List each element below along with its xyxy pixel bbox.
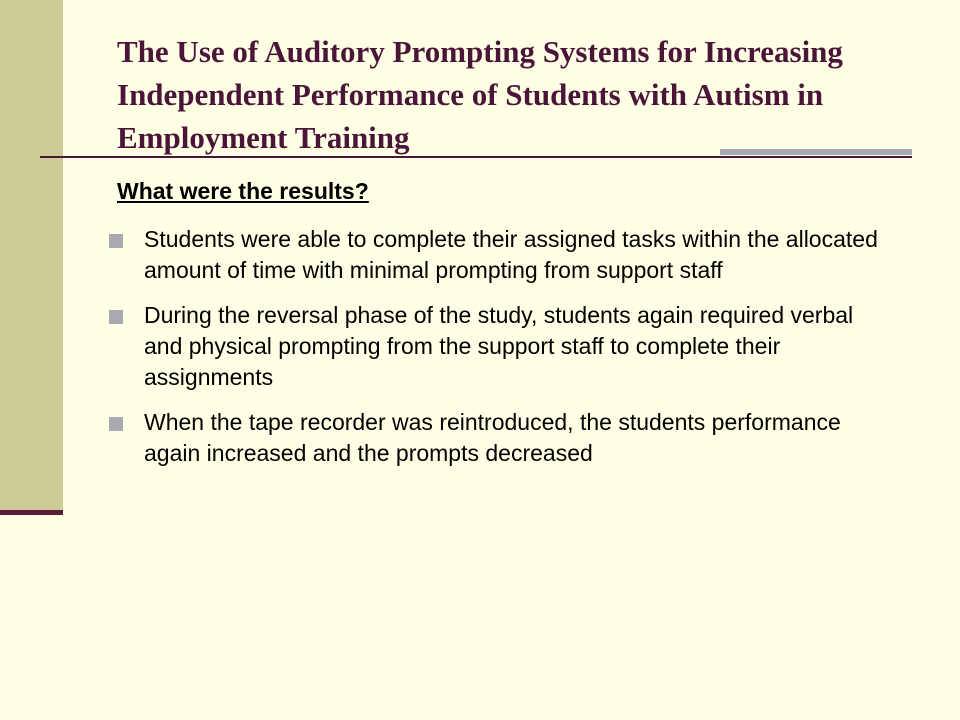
- bullet-list: [107, 224, 897, 483]
- left-accent-bar: [0, 0, 63, 510]
- left-accent-bar-base: [0, 510, 63, 515]
- title-rule: [40, 156, 720, 158]
- square-bullet-icon: [109, 234, 123, 248]
- bullet-item: [107, 300, 897, 393]
- bullet-text: Students were able to complete their assigned tasks within the allocated amount of time with minimal prompting from support staff: [144, 226, 878, 283]
- slide-title: The Use of Auditory Prompting Systems for Increasing Independent Performance of Students with Autism in Employment Training: [117, 34, 843, 155]
- bullet-text: During the reversal phase of the study, students again required verbal and physical prompting from the support staff to complete their assignments: [144, 302, 854, 390]
- square-bullet-icon: [109, 417, 123, 431]
- bullet-item: [107, 224, 897, 286]
- title-rule-right: [720, 156, 912, 158]
- square-bullet-icon: [109, 310, 123, 324]
- bullet-item: [107, 407, 897, 469]
- bullet-text: When the tape recorder was reintroduced, the students performance again increased and the prompts decreased: [144, 409, 841, 466]
- title-rule-accent: [720, 149, 912, 155]
- section-heading: What were the results?: [117, 178, 369, 204]
